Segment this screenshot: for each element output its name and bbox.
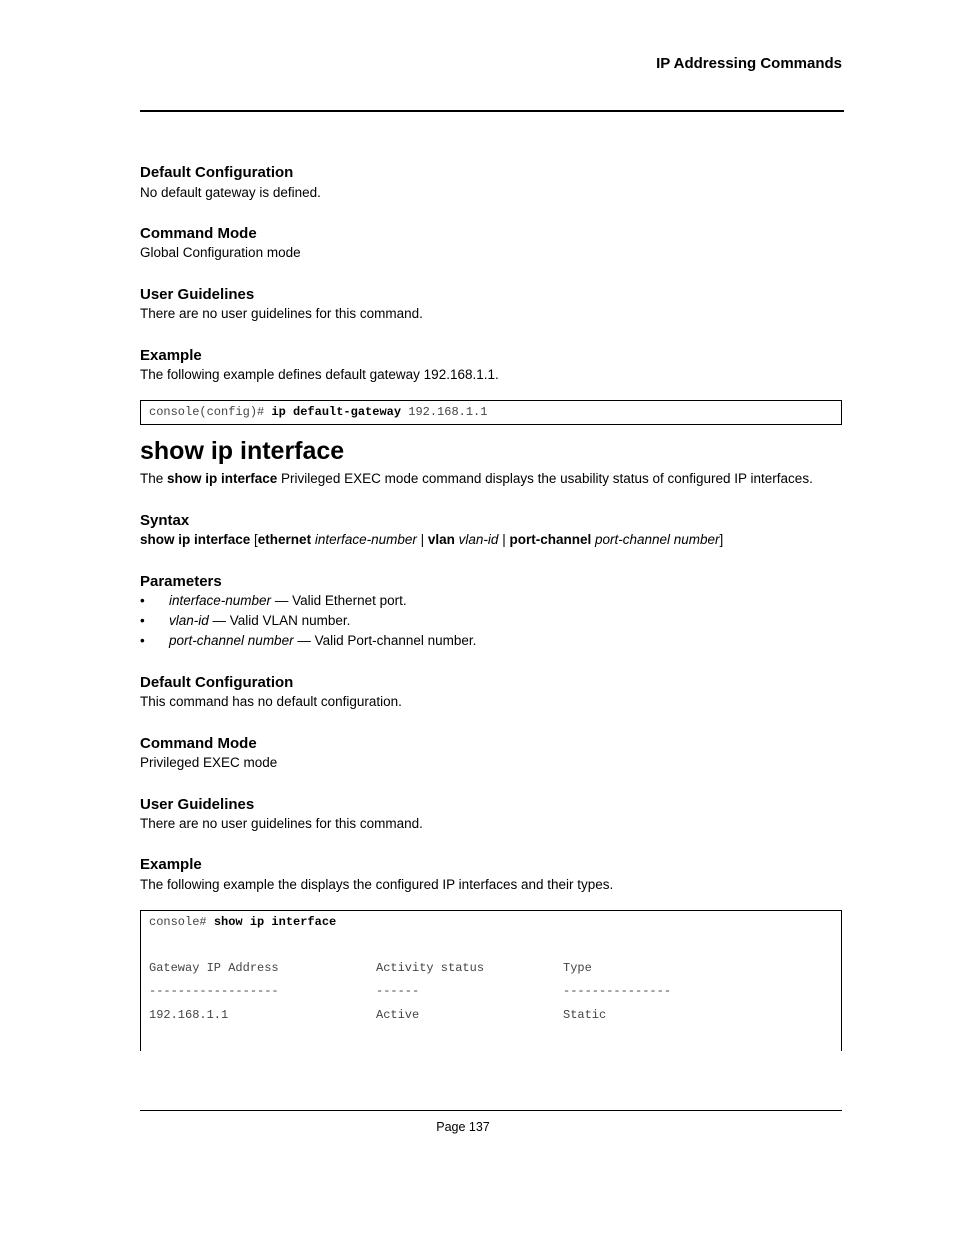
user-guidelines-heading: User Guidelines <box>140 286 255 303</box>
code-dashes-activity: ------ <box>376 984 420 998</box>
code-command: ip default-gateway <box>271 405 402 419</box>
param-name: port-channel number <box>169 633 294 648</box>
syntax-close: ] <box>719 532 724 547</box>
example-heading: Example <box>140 347 202 364</box>
header-rule <box>140 110 844 112</box>
list-item <box>140 593 740 611</box>
code-header-gateway: Gateway IP Address <box>149 961 279 975</box>
bullet-icon: • <box>140 633 145 648</box>
code-block-gateway <box>140 400 842 425</box>
code-prompt: console(config)# <box>149 405 272 419</box>
default-config-heading: Default Configuration <box>140 164 294 181</box>
command-mode-heading: Command Mode <box>140 225 257 242</box>
syntax-arg-vlan-id: vlan-id <box>454 532 499 547</box>
command-mode-text: Privileged EXEC mode <box>140 755 278 770</box>
command-mode-text: Global Configuration mode <box>140 245 301 260</box>
param-name: interface-number <box>169 593 272 608</box>
syntax-heading: Syntax <box>140 512 190 529</box>
syntax-kw-port-channel: port-channel <box>509 532 592 547</box>
code-header-activity: Activity status <box>376 961 485 975</box>
code-argument: 192.168.1.1 <box>401 405 488 419</box>
syntax-line <box>140 532 723 547</box>
example-text: The following example the displays the configured IP interfaces and their types. <box>140 877 614 892</box>
list-item <box>140 613 740 631</box>
command-mode-heading: Command Mode <box>140 735 257 752</box>
intro-paragraph <box>140 471 813 486</box>
parameters-heading: Parameters <box>140 573 222 590</box>
param-desc: — Valid Ethernet port. <box>271 593 407 608</box>
param-desc: — Valid VLAN number. <box>208 613 351 628</box>
example-text: The following example defines default gateway 192.168.1.1. <box>140 367 499 382</box>
bullet-icon: • <box>140 613 145 628</box>
param-desc: — Valid Port-channel number. <box>293 633 477 648</box>
code-dashes-gateway: ------------------ <box>149 984 279 998</box>
code-block-show-ip <box>140 910 842 1051</box>
syntax-arg-port-channel-number: port-channel number <box>591 532 720 547</box>
section-title: show ip interface <box>140 437 345 465</box>
code-dashes-type: --------------- <box>563 984 672 998</box>
code-cell-activity: Active <box>376 1008 420 1022</box>
code-command: show ip interface <box>213 915 337 929</box>
list-item <box>140 633 740 651</box>
user-guidelines-heading: User Guidelines <box>140 796 255 813</box>
footer-rule <box>140 1110 842 1111</box>
bullet-icon: • <box>140 593 145 608</box>
intro-prefix: The <box>140 471 168 486</box>
code-cell-gateway: 192.168.1.1 <box>149 1008 229 1022</box>
syntax-open: [ <box>250 532 258 547</box>
intro-command: show ip interface <box>167 471 278 486</box>
code-cell-type: Static <box>563 1008 607 1022</box>
syntax-arg-interface-number: interface-number <box>311 532 417 547</box>
intro-suffix: Privileged EXEC mode command displays the usability status of configured IP interfaces. <box>277 471 813 486</box>
running-header: IP Addressing Commands <box>656 55 842 72</box>
code-prompt: console# <box>149 915 214 929</box>
syntax-kw-vlan: vlan <box>427 532 455 547</box>
syntax-sep-2: | <box>498 532 510 547</box>
syntax-kw-ethernet: ethernet <box>257 532 312 547</box>
user-guidelines-text: There are no user guidelines for this command. <box>140 816 423 831</box>
param-name: vlan-id <box>169 613 209 628</box>
example-heading: Example <box>140 856 202 873</box>
default-config-text: This command has no default configuration. <box>140 694 402 709</box>
code-header-type: Type <box>563 961 592 975</box>
syntax-cmd: show ip interface <box>140 532 251 547</box>
user-guidelines-text: There are no user guidelines for this command. <box>140 306 423 321</box>
default-config-text: No default gateway is defined. <box>140 185 321 200</box>
default-config-heading: Default Configuration <box>140 674 294 691</box>
syntax-sep-1: | <box>416 532 428 547</box>
page-number: Page 137 <box>436 1120 490 1134</box>
